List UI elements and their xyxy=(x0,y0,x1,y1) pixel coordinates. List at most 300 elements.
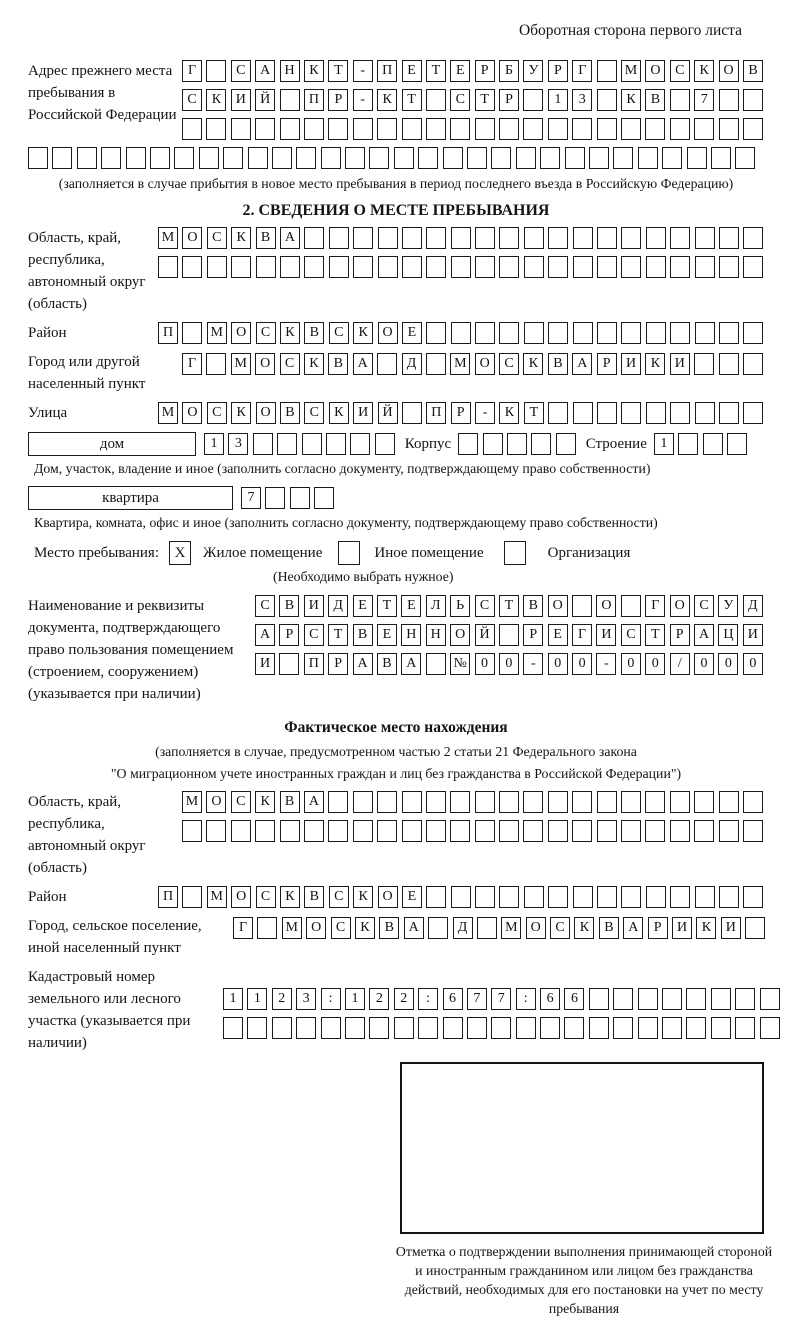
document-row-1[interactable] xyxy=(255,595,763,617)
char-cell[interactable] xyxy=(475,791,495,813)
char-cell[interactable] xyxy=(540,1017,560,1039)
char-cell[interactable] xyxy=(394,1017,414,1039)
char-cell[interactable]: Й xyxy=(255,89,275,111)
char-cell[interactable]: И xyxy=(353,402,373,424)
char-cell[interactable] xyxy=(621,256,641,278)
char-cell[interactable] xyxy=(548,322,568,344)
char-cell[interactable]: Р xyxy=(597,353,617,375)
char-cell[interactable] xyxy=(573,227,593,249)
char-cell[interactable] xyxy=(743,353,763,375)
char-cell[interactable]: М xyxy=(158,402,178,424)
char-cell[interactable] xyxy=(450,791,470,813)
char-cell[interactable] xyxy=(329,227,349,249)
char-cell[interactable] xyxy=(638,1017,658,1039)
char-cell[interactable]: К xyxy=(304,60,324,82)
char-cell[interactable] xyxy=(207,256,227,278)
checkbox-zhiloe[interactable]: X xyxy=(169,541,191,565)
char-cell[interactable]: Г xyxy=(182,353,202,375)
char-cell[interactable] xyxy=(621,791,641,813)
char-cell[interactable] xyxy=(418,147,438,169)
char-cell[interactable] xyxy=(548,791,568,813)
char-cell[interactable]: К xyxy=(231,402,251,424)
char-cell[interactable]: А xyxy=(304,791,324,813)
char-cell[interactable]: О xyxy=(378,886,398,908)
char-cell[interactable]: С xyxy=(670,60,690,82)
char-cell[interactable] xyxy=(719,89,739,111)
char-cell[interactable]: : xyxy=(418,988,438,1010)
char-cell[interactable]: О xyxy=(182,402,202,424)
char-cell[interactable] xyxy=(621,886,641,908)
char-cell[interactable]: Р xyxy=(279,624,299,646)
char-cell[interactable]: Р xyxy=(475,60,495,82)
char-cell[interactable] xyxy=(253,433,273,455)
char-cell[interactable]: Т xyxy=(328,624,348,646)
char-cell[interactable]: К xyxy=(353,886,373,908)
char-cell[interactable] xyxy=(450,820,470,842)
char-cell[interactable]: Е xyxy=(402,886,422,908)
s2-gorod-row[interactable] xyxy=(182,353,763,375)
char-cell[interactable]: Т xyxy=(499,595,519,617)
char-cell[interactable]: Е xyxy=(402,60,422,82)
char-cell[interactable]: В xyxy=(304,322,324,344)
char-cell[interactable] xyxy=(277,433,297,455)
char-cell[interactable]: П xyxy=(304,89,324,111)
document-row-3[interactable] xyxy=(255,653,763,675)
char-cell[interactable] xyxy=(523,791,543,813)
char-cell[interactable]: С xyxy=(256,886,276,908)
char-cell[interactable] xyxy=(548,227,568,249)
char-cell[interactable] xyxy=(272,147,292,169)
char-cell[interactable] xyxy=(687,147,707,169)
char-cell[interactable] xyxy=(378,227,398,249)
char-cell[interactable]: Е xyxy=(450,60,470,82)
char-cell[interactable] xyxy=(589,1017,609,1039)
char-cell[interactable]: Г xyxy=(572,624,592,646)
char-cell[interactable] xyxy=(499,791,519,813)
char-cell[interactable] xyxy=(670,820,690,842)
char-cell[interactable] xyxy=(719,791,739,813)
char-cell[interactable]: В xyxy=(743,60,763,82)
char-cell[interactable] xyxy=(272,1017,292,1039)
char-cell[interactable]: 6 xyxy=(443,988,463,1010)
char-cell[interactable]: - xyxy=(353,89,373,111)
char-cell[interactable]: 3 xyxy=(296,988,316,1010)
char-cell[interactable]: А xyxy=(694,624,714,646)
char-cell[interactable]: Е xyxy=(401,595,421,617)
char-cell[interactable]: С xyxy=(499,353,519,375)
char-cell[interactable]: К xyxy=(355,917,375,939)
char-cell[interactable] xyxy=(475,886,495,908)
char-cell[interactable] xyxy=(621,402,641,424)
char-cell[interactable] xyxy=(556,433,576,455)
char-cell[interactable] xyxy=(499,256,519,278)
char-cell[interactable]: О xyxy=(231,886,251,908)
char-cell[interactable] xyxy=(223,147,243,169)
char-cell[interactable] xyxy=(499,322,519,344)
char-cell[interactable] xyxy=(695,256,715,278)
char-cell[interactable]: М xyxy=(231,353,251,375)
char-cell[interactable] xyxy=(719,256,739,278)
char-cell[interactable] xyxy=(255,820,275,842)
char-cell[interactable]: С xyxy=(304,402,324,424)
char-cell[interactable]: И xyxy=(670,353,690,375)
char-cell[interactable]: О xyxy=(182,227,202,249)
char-cell[interactable]: Й xyxy=(475,624,495,646)
char-cell[interactable]: К xyxy=(353,322,373,344)
char-cell[interactable] xyxy=(735,147,755,169)
char-cell[interactable] xyxy=(499,624,519,646)
char-cell[interactable]: 2 xyxy=(394,988,414,1010)
char-cell[interactable]: К xyxy=(694,60,714,82)
char-cell[interactable] xyxy=(345,147,365,169)
char-cell[interactable] xyxy=(248,147,268,169)
char-cell[interactable] xyxy=(719,118,739,140)
char-cell[interactable] xyxy=(304,256,324,278)
char-cell[interactable]: В xyxy=(280,402,300,424)
char-cell[interactable] xyxy=(743,89,763,111)
char-cell[interactable]: 2 xyxy=(369,988,389,1010)
char-cell[interactable] xyxy=(475,256,495,278)
house-number-cells[interactable] xyxy=(204,433,395,455)
char-cell[interactable]: Р xyxy=(451,402,471,424)
char-cell[interactable]: Ь xyxy=(450,595,470,617)
char-cell[interactable]: - xyxy=(596,653,616,675)
char-cell[interactable] xyxy=(662,147,682,169)
char-cell[interactable]: Р xyxy=(328,653,348,675)
char-cell[interactable] xyxy=(597,256,617,278)
apartment-input-box[interactable]: квартира xyxy=(28,486,233,510)
char-cell[interactable] xyxy=(638,147,658,169)
char-cell[interactable] xyxy=(540,147,560,169)
char-cell[interactable] xyxy=(199,147,219,169)
char-cell[interactable] xyxy=(662,1017,682,1039)
char-cell[interactable] xyxy=(516,1017,536,1039)
char-cell[interactable] xyxy=(524,227,544,249)
char-cell[interactable]: Д xyxy=(453,917,473,939)
char-cell[interactable] xyxy=(695,322,715,344)
char-cell[interactable]: И xyxy=(743,624,763,646)
char-cell[interactable]: 3 xyxy=(572,89,592,111)
char-cell[interactable] xyxy=(353,256,373,278)
char-cell[interactable] xyxy=(329,256,349,278)
char-cell[interactable]: Г xyxy=(233,917,253,939)
char-cell[interactable] xyxy=(678,433,698,455)
char-cell[interactable]: 1 xyxy=(204,433,224,455)
char-cell[interactable]: О xyxy=(670,595,690,617)
char-cell[interactable]: 1 xyxy=(247,988,267,1010)
char-cell[interactable]: С xyxy=(182,89,202,111)
char-cell[interactable] xyxy=(231,256,251,278)
char-cell[interactable] xyxy=(638,988,658,1010)
char-cell[interactable] xyxy=(711,147,731,169)
char-cell[interactable]: 6 xyxy=(564,988,584,1010)
char-cell[interactable] xyxy=(646,227,666,249)
char-cell[interactable]: К xyxy=(645,353,665,375)
char-cell[interactable] xyxy=(523,820,543,842)
char-cell[interactable] xyxy=(302,433,322,455)
char-cell[interactable]: А xyxy=(353,353,373,375)
char-cell[interactable] xyxy=(735,1017,755,1039)
char-cell[interactable] xyxy=(645,791,665,813)
apartment-number-cells[interactable] xyxy=(241,487,334,509)
char-cell[interactable]: 3 xyxy=(228,433,248,455)
char-cell[interactable] xyxy=(573,322,593,344)
char-cell[interactable]: О xyxy=(378,322,398,344)
fact-raion-row[interactable] xyxy=(158,886,763,908)
char-cell[interactable]: В xyxy=(548,353,568,375)
prev-address-row-2[interactable] xyxy=(182,89,763,111)
char-cell[interactable] xyxy=(326,433,346,455)
char-cell[interactable]: - xyxy=(353,60,373,82)
char-cell[interactable]: Д xyxy=(743,595,763,617)
char-cell[interactable] xyxy=(695,227,715,249)
char-cell[interactable]: С xyxy=(550,917,570,939)
char-cell[interactable]: В xyxy=(379,917,399,939)
char-cell[interactable]: С xyxy=(621,624,641,646)
char-cell[interactable] xyxy=(255,118,275,140)
char-cell[interactable]: Ц xyxy=(718,624,738,646)
char-cell[interactable] xyxy=(451,256,471,278)
char-cell[interactable]: К xyxy=(696,917,716,939)
char-cell[interactable]: В xyxy=(256,227,276,249)
char-cell[interactable]: Р xyxy=(499,89,519,111)
char-cell[interactable]: Т xyxy=(645,624,665,646)
char-cell[interactable] xyxy=(597,60,617,82)
char-cell[interactable] xyxy=(523,89,543,111)
char-cell[interactable]: У xyxy=(718,595,738,617)
char-cell[interactable]: Й xyxy=(378,402,398,424)
char-cell[interactable] xyxy=(499,820,519,842)
char-cell[interactable] xyxy=(727,433,747,455)
char-cell[interactable]: Н xyxy=(401,624,421,646)
char-cell[interactable] xyxy=(573,256,593,278)
char-cell[interactable]: Т xyxy=(524,402,544,424)
char-cell[interactable]: 0 xyxy=(621,653,641,675)
char-cell[interactable]: Р xyxy=(670,624,690,646)
char-cell[interactable]: И xyxy=(596,624,616,646)
char-cell[interactable]: 0 xyxy=(645,653,665,675)
char-cell[interactable] xyxy=(548,256,568,278)
char-cell[interactable]: В xyxy=(377,653,397,675)
char-cell[interactable]: Е xyxy=(402,322,422,344)
char-cell[interactable]: П xyxy=(304,653,324,675)
char-cell[interactable] xyxy=(231,118,251,140)
char-cell[interactable]: А xyxy=(401,653,421,675)
char-cell[interactable]: / xyxy=(670,653,690,675)
char-cell[interactable] xyxy=(402,256,422,278)
char-cell[interactable] xyxy=(565,147,585,169)
char-cell[interactable]: В xyxy=(599,917,619,939)
char-cell[interactable]: 7 xyxy=(694,89,714,111)
char-cell[interactable]: 7 xyxy=(491,988,511,1010)
prev-address-row-3[interactable] xyxy=(182,118,763,140)
char-cell[interactable] xyxy=(256,256,276,278)
char-cell[interactable] xyxy=(597,89,617,111)
char-cell[interactable]: О xyxy=(450,624,470,646)
char-cell[interactable] xyxy=(182,820,202,842)
char-cell[interactable]: В xyxy=(523,595,543,617)
char-cell[interactable]: А xyxy=(255,624,275,646)
char-cell[interactable]: С xyxy=(450,89,470,111)
char-cell[interactable]: Г xyxy=(182,60,202,82)
char-cell[interactable]: 1 xyxy=(223,988,243,1010)
char-cell[interactable]: 0 xyxy=(499,653,519,675)
char-cell[interactable] xyxy=(695,886,715,908)
char-cell[interactable] xyxy=(548,402,568,424)
char-cell[interactable] xyxy=(719,322,739,344)
char-cell[interactable] xyxy=(328,791,348,813)
char-cell[interactable] xyxy=(694,118,714,140)
s2-oblast-row-1[interactable] xyxy=(158,227,763,249)
char-cell[interactable] xyxy=(377,791,397,813)
char-cell[interactable]: И xyxy=(621,353,641,375)
char-cell[interactable] xyxy=(719,820,739,842)
char-cell[interactable] xyxy=(719,353,739,375)
char-cell[interactable] xyxy=(475,227,495,249)
char-cell[interactable] xyxy=(572,791,592,813)
char-cell[interactable] xyxy=(662,988,682,1010)
char-cell[interactable] xyxy=(304,820,324,842)
char-cell[interactable]: П xyxy=(158,322,178,344)
checkbox-organizaciya[interactable] xyxy=(504,541,526,565)
char-cell[interactable] xyxy=(760,1017,780,1039)
char-cell[interactable]: У xyxy=(523,60,543,82)
char-cell[interactable]: - xyxy=(475,402,495,424)
char-cell[interactable] xyxy=(314,487,334,509)
char-cell[interactable] xyxy=(475,118,495,140)
char-cell[interactable] xyxy=(426,227,446,249)
char-cell[interactable] xyxy=(589,988,609,1010)
char-cell[interactable] xyxy=(150,147,170,169)
char-cell[interactable] xyxy=(524,886,544,908)
char-cell[interactable] xyxy=(280,820,300,842)
char-cell[interactable] xyxy=(467,1017,487,1039)
char-cell[interactable]: В xyxy=(280,791,300,813)
char-cell[interactable]: И xyxy=(721,917,741,939)
char-cell[interactable] xyxy=(290,487,310,509)
fact-oblast-row-1[interactable] xyxy=(182,791,763,813)
char-cell[interactable] xyxy=(572,595,592,617)
char-cell[interactable] xyxy=(182,256,202,278)
char-cell[interactable] xyxy=(597,118,617,140)
char-cell[interactable]: О xyxy=(255,353,275,375)
char-cell[interactable] xyxy=(670,118,690,140)
char-cell[interactable] xyxy=(572,820,592,842)
char-cell[interactable]: 0 xyxy=(743,653,763,675)
char-cell[interactable] xyxy=(101,147,121,169)
char-cell[interactable] xyxy=(377,820,397,842)
char-cell[interactable] xyxy=(694,820,714,842)
char-cell[interactable] xyxy=(499,886,519,908)
char-cell[interactable] xyxy=(426,322,446,344)
char-cell[interactable] xyxy=(743,322,763,344)
kadastr-row-2[interactable] xyxy=(223,1017,780,1039)
char-cell[interactable] xyxy=(394,147,414,169)
char-cell[interactable] xyxy=(743,256,763,278)
char-cell[interactable] xyxy=(645,820,665,842)
char-cell[interactable] xyxy=(350,433,370,455)
char-cell[interactable] xyxy=(426,353,446,375)
char-cell[interactable]: - xyxy=(523,653,543,675)
char-cell[interactable] xyxy=(158,256,178,278)
char-cell[interactable] xyxy=(428,917,448,939)
char-cell[interactable]: А xyxy=(255,60,275,82)
char-cell[interactable] xyxy=(451,227,471,249)
char-cell[interactable]: О xyxy=(526,917,546,939)
kadastr-row-1[interactable] xyxy=(223,988,780,1010)
fact-gorod-row[interactable] xyxy=(233,917,765,939)
char-cell[interactable] xyxy=(597,791,617,813)
char-cell[interactable] xyxy=(443,147,463,169)
char-cell[interactable] xyxy=(328,118,348,140)
char-cell[interactable]: 7 xyxy=(467,988,487,1010)
char-cell[interactable] xyxy=(621,820,641,842)
char-cell[interactable] xyxy=(467,147,487,169)
char-cell[interactable] xyxy=(402,402,422,424)
char-cell[interactable] xyxy=(296,1017,316,1039)
char-cell[interactable] xyxy=(621,322,641,344)
s2-ulitsa-row[interactable] xyxy=(158,402,763,424)
char-cell[interactable]: К xyxy=(377,89,397,111)
char-cell[interactable] xyxy=(182,322,202,344)
char-cell[interactable] xyxy=(524,322,544,344)
char-cell[interactable]: 0 xyxy=(475,653,495,675)
char-cell[interactable]: Р xyxy=(523,624,543,646)
korpus-cells[interactable] xyxy=(458,433,576,455)
char-cell[interactable]: И xyxy=(231,89,251,111)
char-cell[interactable]: Е xyxy=(377,624,397,646)
char-cell[interactable]: № xyxy=(450,653,470,675)
char-cell[interactable] xyxy=(206,820,226,842)
char-cell[interactable] xyxy=(646,402,666,424)
char-cell[interactable] xyxy=(743,791,763,813)
char-cell[interactable]: М xyxy=(621,60,641,82)
char-cell[interactable] xyxy=(174,147,194,169)
char-cell[interactable] xyxy=(280,89,300,111)
char-cell[interactable]: М xyxy=(501,917,521,939)
char-cell[interactable] xyxy=(247,1017,267,1039)
char-cell[interactable]: С xyxy=(329,886,349,908)
char-cell[interactable] xyxy=(743,820,763,842)
char-cell[interactable]: П xyxy=(377,60,397,82)
char-cell[interactable] xyxy=(694,353,714,375)
char-cell[interactable]: И xyxy=(304,595,324,617)
char-cell[interactable] xyxy=(613,1017,633,1039)
char-cell[interactable] xyxy=(426,886,446,908)
char-cell[interactable] xyxy=(426,118,446,140)
char-cell[interactable] xyxy=(304,118,324,140)
char-cell[interactable] xyxy=(745,917,765,939)
char-cell[interactable] xyxy=(206,353,226,375)
fact-oblast-row-2[interactable] xyxy=(182,820,763,842)
char-cell[interactable] xyxy=(126,147,146,169)
char-cell[interactable] xyxy=(572,118,592,140)
char-cell[interactable] xyxy=(564,1017,584,1039)
char-cell[interactable]: А xyxy=(280,227,300,249)
char-cell[interactable]: К xyxy=(621,89,641,111)
char-cell[interactable]: Т xyxy=(377,595,397,617)
char-cell[interactable]: 6 xyxy=(540,988,560,1010)
char-cell[interactable]: С xyxy=(329,322,349,344)
char-cell[interactable]: 0 xyxy=(572,653,592,675)
char-cell[interactable] xyxy=(426,653,446,675)
char-cell[interactable]: С xyxy=(255,595,275,617)
char-cell[interactable]: В xyxy=(304,886,324,908)
char-cell[interactable] xyxy=(451,886,471,908)
char-cell[interactable]: Н xyxy=(426,624,446,646)
char-cell[interactable] xyxy=(621,227,641,249)
char-cell[interactable]: П xyxy=(426,402,446,424)
